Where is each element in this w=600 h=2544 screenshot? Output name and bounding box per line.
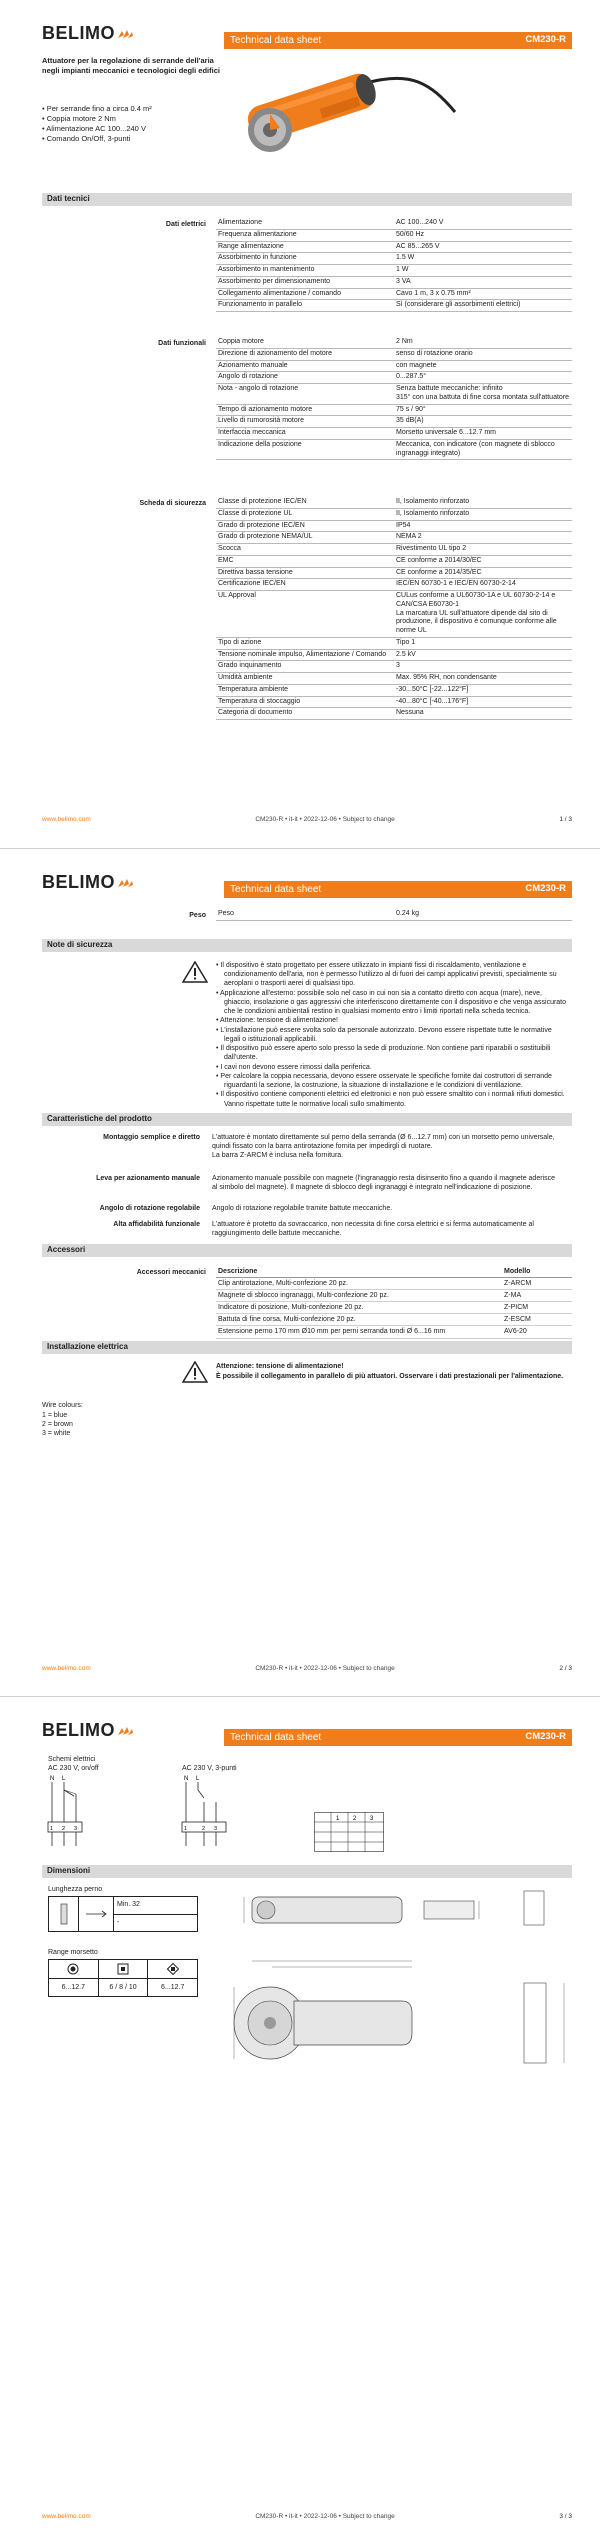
spec-key: Certificazione IEC/EN <box>216 579 394 591</box>
install-warning-2: È possibile il collegamento in parallelo di più attuatori. Osservare i dati prestazionali per l'alimentazione. <box>216 1373 564 1380</box>
accessory-model: Z-ARCM <box>502 1278 572 1290</box>
spec-value: AC 85...265 V <box>394 241 572 253</box>
spec-key: UL Approval <box>216 591 394 638</box>
col-header-description: Descrizione <box>216 1266 502 1278</box>
warning-triangle-icon <box>182 961 208 983</box>
svg-text:N: N <box>50 1776 55 1782</box>
safety-note: • Attenzione: tensione di alimentazione! <box>216 1016 568 1025</box>
spec-key: Assorbimento in mantenimento <box>216 265 394 277</box>
section-technical-data: Dati tecnici <box>42 193 572 206</box>
spec-value: Max. 95% RH, non condensante <box>394 673 572 685</box>
spec-key: Temperatura di stoccaggio <box>216 696 394 708</box>
spec-table-functional <box>216 337 572 460</box>
product-intro: Attuatore per la regolazione di serrande dell'aria negli impianti meccanici e tecnologici degli edifici <box>42 56 220 76</box>
spec-value: CE conforme a 2014/30/EC <box>394 555 572 567</box>
table-row <box>216 579 572 591</box>
page-footer <box>42 1665 572 1673</box>
table-row <box>216 348 572 360</box>
spec-value: 35 dB(A) <box>394 416 572 428</box>
svg-text:2: 2 <box>62 1826 66 1832</box>
scheme-3point-title: AC 230 V, 3-punti <box>182 1765 237 1772</box>
table-row <box>216 439 572 460</box>
spec-value: IP54 <box>394 520 572 532</box>
footer-doc-info: CM230-R • it-it • 2022-12-06 • Subject to change <box>255 816 395 823</box>
feature-text: L'attuatore è protetto da sovraccarico, non necessita di fine corsa elettrici e si ferma automaticamente al raggiungimento delle battute meccaniche. <box>212 1221 534 1238</box>
wire-colours-title: Wire colours: <box>42 1402 83 1409</box>
section-accessories: Accessori <box>42 1244 572 1257</box>
feature-label: Alta affidabilità funzionale <box>113 1221 200 1228</box>
shaft-values <box>114 1897 197 1931</box>
header-model: CM230-R <box>525 883 566 895</box>
spec-key: Classe di protezione UL <box>216 508 394 520</box>
shaft-length-table <box>48 1896 198 1932</box>
header-model: CM230-R <box>525 1731 566 1743</box>
spec-rows <box>216 218 572 312</box>
clamp-range-title: Range morsetto <box>48 1949 98 1956</box>
svg-text:3: 3 <box>214 1826 218 1832</box>
table-row <box>216 708 572 720</box>
shaft-icon <box>49 1897 79 1931</box>
wiring-diagram-3point <box>180 1772 270 1852</box>
dimension-drawing <box>224 1883 576 2103</box>
feature-label: Montaggio semplice e diretto <box>103 1134 200 1141</box>
safety-notes-list <box>216 961 568 1109</box>
actuator-product-image <box>220 52 460 162</box>
table-row <box>216 497 572 508</box>
table-row <box>216 1326 572 1338</box>
table-row <box>216 661 572 673</box>
table-row <box>216 649 572 661</box>
spec-value: Meccanica, con indicatore (con magnete di sblocco ingranaggi integrato) <box>394 439 572 460</box>
page-footer <box>42 816 572 824</box>
feature-row <box>42 1133 572 1160</box>
table-row <box>216 288 572 300</box>
table-row <box>216 218 572 229</box>
safety-note: • Il dispositivo contiene componenti elettrici ed elettronici e non può essere smaltito con i normali rifiuti domestici. Vanno rispettate tutte le normative locali sullo smaltimento. <box>216 1090 568 1108</box>
footer-url[interactable]: www.belimo.com <box>42 816 91 823</box>
page-1 <box>0 0 600 848</box>
table-row <box>216 428 572 440</box>
safety-note: • Il dispositivo può essere aperto solo presso la sede di produzione. Non contiene parti riparabili o sostituibili dall'utente. <box>216 1044 568 1062</box>
spec-value: 1.5 W <box>394 253 572 265</box>
spec-key: Tempo di azionamento motore <box>216 404 394 416</box>
table-row <box>216 544 572 556</box>
spec-value: -40...80°C [-40...176°F] <box>394 696 572 708</box>
spec-value: II, Isolamento rinforzato <box>394 497 572 508</box>
page-3 <box>0 1696 600 2544</box>
feature-text: L'attuatore è montato direttamente sul perno della serranda (Ø 6...12.7 mm) con un morsetto perno universale, quindi fissato con la barra antirotazione fornita per impedirgli di ruotare. La barra Z-ARCM è inclusa nella fornitura. <box>212 1134 555 1160</box>
logo-birds-icon <box>117 878 133 888</box>
spec-key: Interfaccia meccanica <box>216 428 394 440</box>
belimo-logo: BELIMO <box>42 1719 133 1742</box>
table-row <box>216 1314 572 1326</box>
spec-value: II, Isolamento rinforzato <box>394 508 572 520</box>
svg-text:3: 3 <box>74 1826 78 1832</box>
feature-row <box>42 1220 572 1238</box>
table-row <box>216 1290 572 1302</box>
spec-value: Nessuna <box>394 708 572 720</box>
table-row <box>216 300 572 312</box>
spec-value: 75 s / 90° <box>394 404 572 416</box>
section-product-features: Caratteristiche del prodotto <box>42 1113 572 1126</box>
table-row <box>216 684 572 696</box>
clamp-value: 6 / 8 / 10 <box>99 1979 149 1997</box>
table-row <box>216 372 572 384</box>
table-row <box>216 591 572 638</box>
accessory-description: Magnete di sblocco ingranaggi, Multi-confezione 20 pz. <box>216 1290 502 1302</box>
svg-text:2: 2 <box>353 1816 357 1822</box>
table-row <box>216 673 572 685</box>
spec-value: 3 <box>394 661 572 673</box>
svg-text:1: 1 <box>184 1826 188 1832</box>
table-row <box>216 241 572 253</box>
table-row <box>216 404 572 416</box>
spec-key: Tipo di azione <box>216 637 394 649</box>
switching-table <box>314 1812 384 1852</box>
weight-label: Peso <box>189 912 206 919</box>
page-2 <box>0 848 600 1696</box>
spec-table-electrical <box>216 218 572 312</box>
spec-key: Collegamento alimentazione / comando <box>216 288 394 300</box>
safety-note: • I cavi non devono essere rimossi dalla periferica. <box>216 1063 568 1072</box>
section-dimensions: Dimensioni <box>42 1865 572 1878</box>
accessory-model: Z-MA <box>502 1290 572 1302</box>
footer-doc-info: CM230-R • it-it • 2022-12-06 • Subject to change <box>255 1665 395 1672</box>
spec-value: Senza battute meccaniche: infinito 315° con una battuta di fine corsa montata sull'attuatore <box>394 384 572 405</box>
footer-doc-info: CM230-R • it-it • 2022-12-06 • Subject to change <box>255 2513 395 2520</box>
header-title: Technical data sheet <box>230 884 322 895</box>
table-row <box>216 696 572 708</box>
accessories-rows <box>216 1278 572 1338</box>
header-bar <box>224 1729 572 1746</box>
spec-key: Scocca <box>216 544 394 556</box>
spec-key: Livello di rumorosità motore <box>216 416 394 428</box>
page-footer <box>42 2513 572 2521</box>
spec-key: Assorbimento per dimensionamento <box>216 276 394 288</box>
spec-key: Categoria di documento <box>216 708 394 720</box>
header-bar <box>224 881 572 898</box>
wiring-schemes-title: Schemi elettrici <box>48 1756 96 1763</box>
footer-url[interactable]: www.belimo.com <box>42 2513 91 2520</box>
accessories-table <box>216 1266 572 1339</box>
spec-rows <box>216 337 572 460</box>
belimo-logo: BELIMO <box>42 871 133 894</box>
table-row <box>216 265 572 277</box>
table-row <box>216 532 572 544</box>
shaft-dash-value: - <box>117 1918 120 1926</box>
feature-row <box>42 1204 572 1213</box>
table-row <box>216 555 572 567</box>
footer-page-number: 2 / 3 <box>559 1665 572 1672</box>
table-row <box>216 360 572 372</box>
feature-text: Angolo di rotazione regolabile tramite battute meccaniche. <box>212 1205 393 1212</box>
table-row <box>216 508 572 520</box>
header-bar <box>224 32 572 49</box>
accessory-description: Indicatore di posizione, Multi-confezione 20 pz. <box>216 1302 502 1314</box>
spec-value: Sì (considerare gli assorbimenti elettrici) <box>394 300 572 312</box>
spec-key: Indicazione della posizione <box>216 439 394 460</box>
scheme-onoff-title: AC 230 V, on/off <box>48 1765 99 1772</box>
spec-value: -30...50°C [-22...122°F] <box>394 684 572 696</box>
group-label-electrical: Dati elettrici <box>165 221 206 228</box>
table-row <box>216 416 572 428</box>
bullet-item: • Alimentazione AC 100...240 V <box>42 124 222 134</box>
header-model: CM230-R <box>525 34 566 46</box>
feature-row <box>42 1174 572 1192</box>
footer-page-number: 1 / 3 <box>559 816 572 823</box>
spec-key: Direttiva bassa tensione <box>216 567 394 579</box>
weight-value: 0.24 kg <box>394 909 572 920</box>
spec-key: Azionamento manuale <box>216 360 394 372</box>
spec-value: 3 VA <box>394 276 572 288</box>
spec-key: Funzionamento in parallelo <box>216 300 394 312</box>
header-title: Technical data sheet <box>230 35 322 46</box>
wire-colour-item: 3 = white <box>42 1430 71 1437</box>
table-row <box>216 384 572 405</box>
round-shaft-icon <box>49 1960 99 1978</box>
table-row <box>216 1278 572 1290</box>
warning-triangle-icon <box>182 1361 208 1383</box>
clamp-icons-row <box>49 1960 197 1979</box>
table-row <box>216 1302 572 1314</box>
table-row <box>216 276 572 288</box>
spec-value: CE conforme a 2014/35/EC <box>394 567 572 579</box>
safety-note: • Il dispositivo è stato progettato per essere utilizzato in impianti fissi di riscaldamento, ventilazione e condizionamento dell'aria, non è permesso l'utilizzo al di fuori dei campi applicativi previsti, specialmente su aeroplani o trasporti aerei di qualsiasi tipo. <box>216 961 568 989</box>
accessory-model: Z-PICM <box>502 1302 572 1314</box>
install-warning-1: Attenzione: tensione di alimentazione! <box>216 1363 344 1370</box>
bullet-item: • Comando On/Off, 3-punti <box>42 134 222 144</box>
svg-text:1: 1 <box>50 1826 54 1832</box>
accessory-description: Clip antirotazione, Multi-confezione 20 pz. <box>216 1278 502 1290</box>
spec-key: Temperatura ambiente <box>216 684 394 696</box>
weight-key: Peso <box>216 909 394 920</box>
table-row <box>216 567 572 579</box>
table-row <box>216 520 572 532</box>
clamp-value: 6...12.7 <box>49 1979 99 1997</box>
shaft-min-value: Min. 32 <box>114 1897 197 1915</box>
footer-page-number: 3 / 3 <box>559 2513 572 2520</box>
svg-text:L: L <box>196 1776 200 1782</box>
accessories-label: Accessori meccanici <box>136 1269 206 1276</box>
feature-label: Angolo di rotazione regolabile <box>99 1205 200 1212</box>
spec-key: Angolo di rotazione <box>216 372 394 384</box>
spec-value: 1 W <box>394 265 572 277</box>
spec-value: Cavo 1 m, 3 x 0.75 mm² <box>394 288 572 300</box>
svg-text:L: L <box>62 1776 66 1782</box>
group-label-safety: Scheda di sicurezza <box>139 500 206 507</box>
logo-birds-icon <box>117 1726 133 1736</box>
table-row <box>216 253 572 265</box>
section-electrical-installation: Installazione elettrica <box>42 1341 572 1354</box>
spec-key: Assorbimento in funzione <box>216 253 394 265</box>
spec-key: Range alimentazione <box>216 241 394 253</box>
safety-note: • Per calcolare la coppia necessaria, devono essere osservate le specifiche fornite dai costruttori di serrande riguardanti la sezione, la costruzione, la situazione di installazione e le condizioni di ventilazione. <box>216 1072 568 1090</box>
footer-url[interactable]: www.belimo.com <box>42 1665 91 1672</box>
clamp-value: 6...12.7 <box>161 1983 185 1991</box>
accessory-description: Battuta di fine corsa, Multi-confezione 20 pz. <box>216 1314 502 1326</box>
svg-text:N: N <box>184 1776 189 1782</box>
shaft-length-title: Lunghezza perno <box>48 1886 103 1893</box>
spec-value: Morsetto universale 6...12.7 mm <box>394 428 572 440</box>
spec-value: NEMA 2 <box>394 532 572 544</box>
belimo-logo: BELIMO <box>42 22 133 45</box>
svg-text:2: 2 <box>202 1826 206 1832</box>
spec-value: CULus conforme a UL60730-1A e UL 60730-2-14 e CAN/CSA E60730-1 La marcatura UL sull'attuatore dipende dal sito di produzione, il dispositivo è comunque conforme alle norme UL <box>394 591 572 638</box>
accessory-model: Z-ESCM <box>502 1314 572 1326</box>
table-row <box>216 909 572 920</box>
weight-table <box>216 909 572 921</box>
spec-key: Frequenza alimentazione <box>216 229 394 241</box>
logo-birds-icon <box>117 29 133 39</box>
table-row <box>216 637 572 649</box>
wire-colour-item: 2 = brown <box>42 1421 73 1428</box>
spec-value: AC 100...240 V <box>394 218 572 229</box>
header-title: Technical data sheet <box>230 1732 322 1743</box>
accessory-description: Estensione perno 170 mm Ø10 mm per perni serranda tondi Ø 6...16 mm <box>216 1326 502 1338</box>
spec-table-safety <box>216 497 572 720</box>
clamp-range-table <box>48 1959 198 1997</box>
spec-key: Grado di protezione NEMA/UL <box>216 532 394 544</box>
wire-colour-item: 1 = blue <box>42 1412 68 1419</box>
table-row <box>216 229 572 241</box>
spec-value: 2 Nm <box>394 337 572 348</box>
spec-value: Tipo 1 <box>394 637 572 649</box>
section-safety-notes: Note di sicurezza <box>42 939 572 952</box>
spec-key: Grado di protezione IEC/EN <box>216 520 394 532</box>
accessory-model: AV6-20 <box>502 1326 572 1338</box>
spec-key: EMC <box>216 555 394 567</box>
group-label-functional: Dati funzionali <box>158 340 206 347</box>
clamp-values-row <box>49 1979 197 1997</box>
spec-key: Classe di protezione IEC/EN <box>216 497 394 508</box>
spec-key: Umidità ambiente <box>216 673 394 685</box>
svg-text:1: 1 <box>336 1816 340 1822</box>
col-header-model: Modello <box>502 1266 572 1278</box>
table-row <box>216 337 572 348</box>
feature-bullets <box>42 104 222 145</box>
spec-key: Direzione di azionamento del motore <box>216 348 394 360</box>
spec-key: Grado inquinamento <box>216 661 394 673</box>
square-shaft-icon <box>99 1960 149 1978</box>
feature-text: Azionamento manuale possibile con magnete (l'ingranaggio resta disinserito fino a quando il magnete aderisce al simbolo del magnete). Il magnete di sblocco degli ingranaggi è integrato nell'indicazione di posizione. <box>212 1175 555 1192</box>
spec-key: Nota - angolo di rotazione <box>216 384 394 405</box>
spec-value: senso di rotazione orario <box>394 348 572 360</box>
shaft-arrow-icon <box>79 1897 114 1931</box>
spec-key: Tensione nominale impulso, Alimentazione / Comando <box>216 649 394 661</box>
spec-value: 2.5 kV <box>394 649 572 661</box>
spec-value: IEC/EN 60730-1 e IEC/EN 60730-2-14 <box>394 579 572 591</box>
spec-value: Rivestimento UL tipo 2 <box>394 544 572 556</box>
wiring-diagram-onoff <box>46 1772 116 1852</box>
bullet-item: • Coppia motore 2 Nm <box>42 114 222 124</box>
feature-label: Leva per azionamento manuale <box>96 1175 200 1182</box>
spec-key: Coppia motore <box>216 337 394 348</box>
spec-rows <box>216 497 572 720</box>
spec-value: 0...287.5° <box>394 372 572 384</box>
bullet-item: • Per serrande fino a circa 0.4 m² <box>42 104 222 114</box>
spec-value: con magnete <box>394 360 572 372</box>
safety-note: • Applicazione all'esterno: possibile solo nel caso in cui non sia a contatto diretto con acqua (mare), neve, ghiaccio, insolazione o gas aggressivi che interferiscono direttamente con il dispositivo e che venga assicurato che le condizioni ambientali restino in qualsiasi momento entro i limiti riportati nella scheda tecnica. <box>216 989 568 1017</box>
diamond-shaft-icon <box>148 1960 197 1978</box>
spec-value: 50/60 Hz <box>394 229 572 241</box>
safety-note: • L'installazione può essere svolta solo da personale autorizzato. Devono essere rispettate tutte le normative legali o istituzionali applicabili. <box>216 1026 568 1044</box>
table-header-row <box>216 1266 572 1278</box>
svg-text:3: 3 <box>370 1816 374 1822</box>
spec-key: Alimentazione <box>216 218 394 229</box>
